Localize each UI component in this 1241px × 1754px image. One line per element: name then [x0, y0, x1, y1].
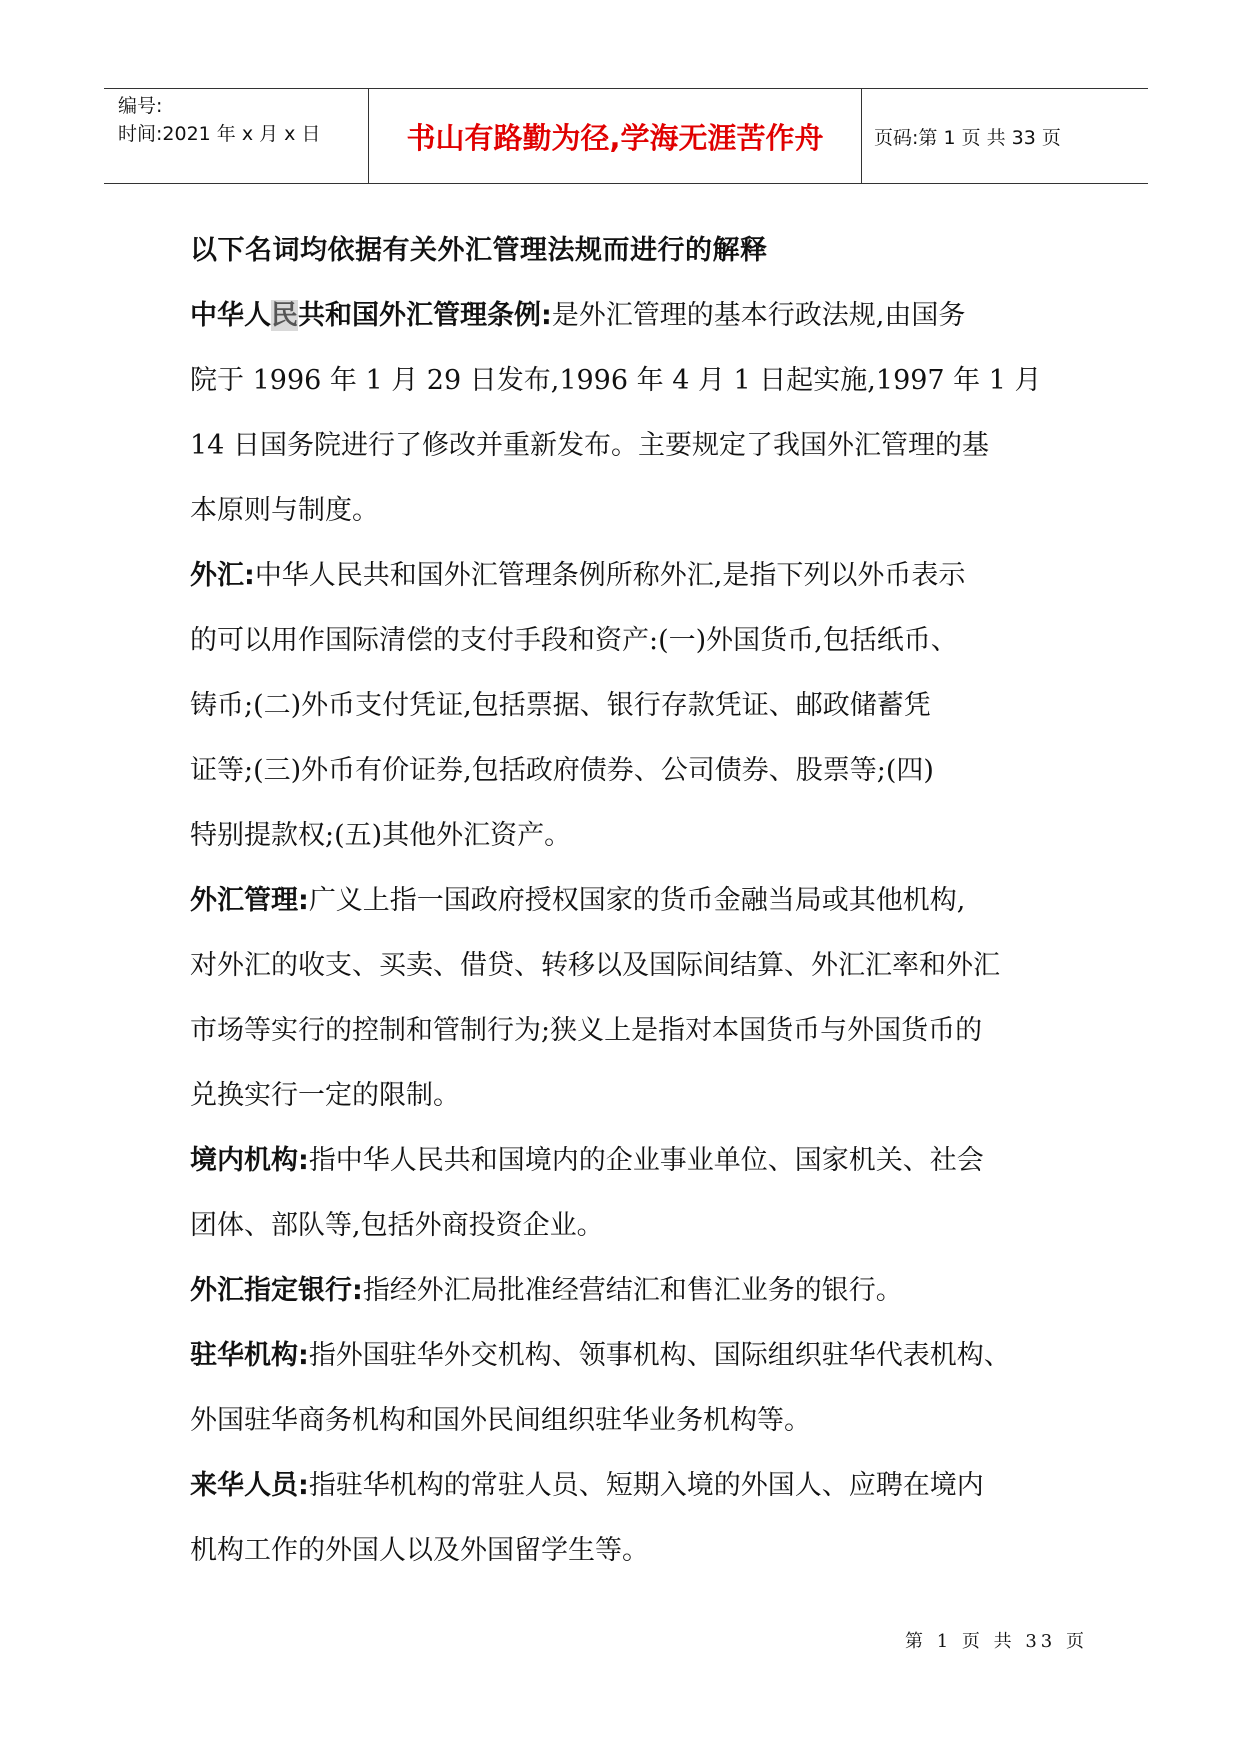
definition-term: 中华人民共和国外汇管理条例: — [190, 300, 552, 331]
definition-text: 指驻华机构的常驻人员、短期入境的外国人、应聘在境内 — [308, 1470, 984, 1501]
header-divider-right — [861, 88, 862, 184]
definition-line: 对外汇的收支、买卖、借贷、转移以及国际间结算、外汇汇率和外汇 — [190, 950, 1000, 981]
highlighted-char: 民 — [271, 300, 298, 331]
definition-entry — [190, 868, 1070, 1128]
definition-entry — [190, 1453, 1070, 1583]
definition-entry — [190, 283, 1070, 543]
definition-line: 团体、部队等,包括外商投资企业。 — [190, 1210, 604, 1241]
definition-text: 中华人民共和国外汇管理条例所称外汇,是指下列以外币表示 — [254, 560, 966, 591]
header-divider-left — [368, 88, 369, 184]
definition-term: 境内机构: — [190, 1145, 309, 1176]
document-time-label: 时间:2021 年 x 月 x 日 — [118, 123, 321, 145]
definition-term: 外汇管理: — [190, 885, 309, 916]
definition-line: 铸币;(二)外币支付凭证,包括票据、银行存款凭证、邮政储蓄凭 — [190, 690, 931, 721]
definition-line: 外国驻华商务机构和国外民间组织驻华业务机构等。 — [190, 1405, 811, 1436]
page-footer: 第 1 页 共 33 页 — [905, 1631, 1088, 1652]
definition-line — [190, 1323, 1070, 1388]
definition-text: 指外国驻华外交机构、领事机构、国际组织驻华代表机构、 — [308, 1340, 1011, 1371]
definition-term: 外汇指定银行: — [190, 1275, 363, 1306]
definition-line — [190, 868, 1070, 933]
definition-term: 驻华机构: — [190, 1340, 309, 1371]
definition-line — [190, 1258, 1070, 1323]
definition-term: 外汇: — [190, 560, 255, 591]
definition-text: 指中华人民共和国境内的企业事业单位、国家机关、社会 — [308, 1145, 984, 1176]
page-header — [104, 88, 1148, 184]
definition-entry — [190, 1323, 1070, 1453]
definition-line: 14 日国务院进行了修改并重新发布。主要规定了我国外汇管理的基 — [190, 430, 989, 461]
definition-line: 的可以用作国际清偿的支付手段和资产:(一)外国货币,包括纸币、 — [190, 625, 958, 656]
definition-line — [190, 1128, 1070, 1193]
definition-line: 机构工作的外国人以及外国留学生等。 — [190, 1535, 649, 1566]
section-heading: 以下名词均依据有关外汇管理法规而进行的解释 — [190, 235, 768, 266]
definition-term: 来华人员: — [190, 1470, 309, 1501]
definition-text: 指经外汇局批准经营结汇和售汇业务的银行。 — [362, 1275, 903, 1306]
definition-text: 是外汇管理的基本行政法规,由国务 — [551, 300, 966, 331]
definition-line — [190, 1453, 1070, 1518]
definition-entry — [190, 543, 1070, 868]
definition-line: 兑换实行一定的限制。 — [190, 1080, 460, 1111]
definition-line: 证等;(三)外币有价证券,包括政府债券、公司债券、股票等;(四) — [190, 755, 934, 786]
definition-line — [190, 543, 1070, 608]
header-page-info: 页码:第 1 页 共 33 页 — [874, 126, 1061, 149]
definition-entry — [190, 1128, 1070, 1258]
definition-line: 市场等实行的控制和管制行为;狭义上是指对本国货币与外国货币的 — [190, 1015, 983, 1046]
header-motto: 书山有路勤为径,学海无涯苦作舟 — [406, 120, 824, 155]
definition-line: 院于 1996 年 1 月 29 日发布,1996 年 4 月 1 日起实施,1997 年 1 月 — [190, 365, 1042, 396]
document-body — [190, 218, 1070, 1583]
definition-line: 特别提款权;(五)其他外汇资产。 — [190, 820, 572, 851]
definition-text: 广义上指一国政府授权国家的货币金融当局或其他机构, — [308, 885, 966, 916]
definition-line: 本原则与制度。 — [190, 495, 379, 526]
document-number-label: 编号: — [118, 95, 163, 117]
header-meta — [118, 92, 320, 148]
definition-entry — [190, 1258, 1070, 1323]
definition-line — [190, 283, 1070, 348]
